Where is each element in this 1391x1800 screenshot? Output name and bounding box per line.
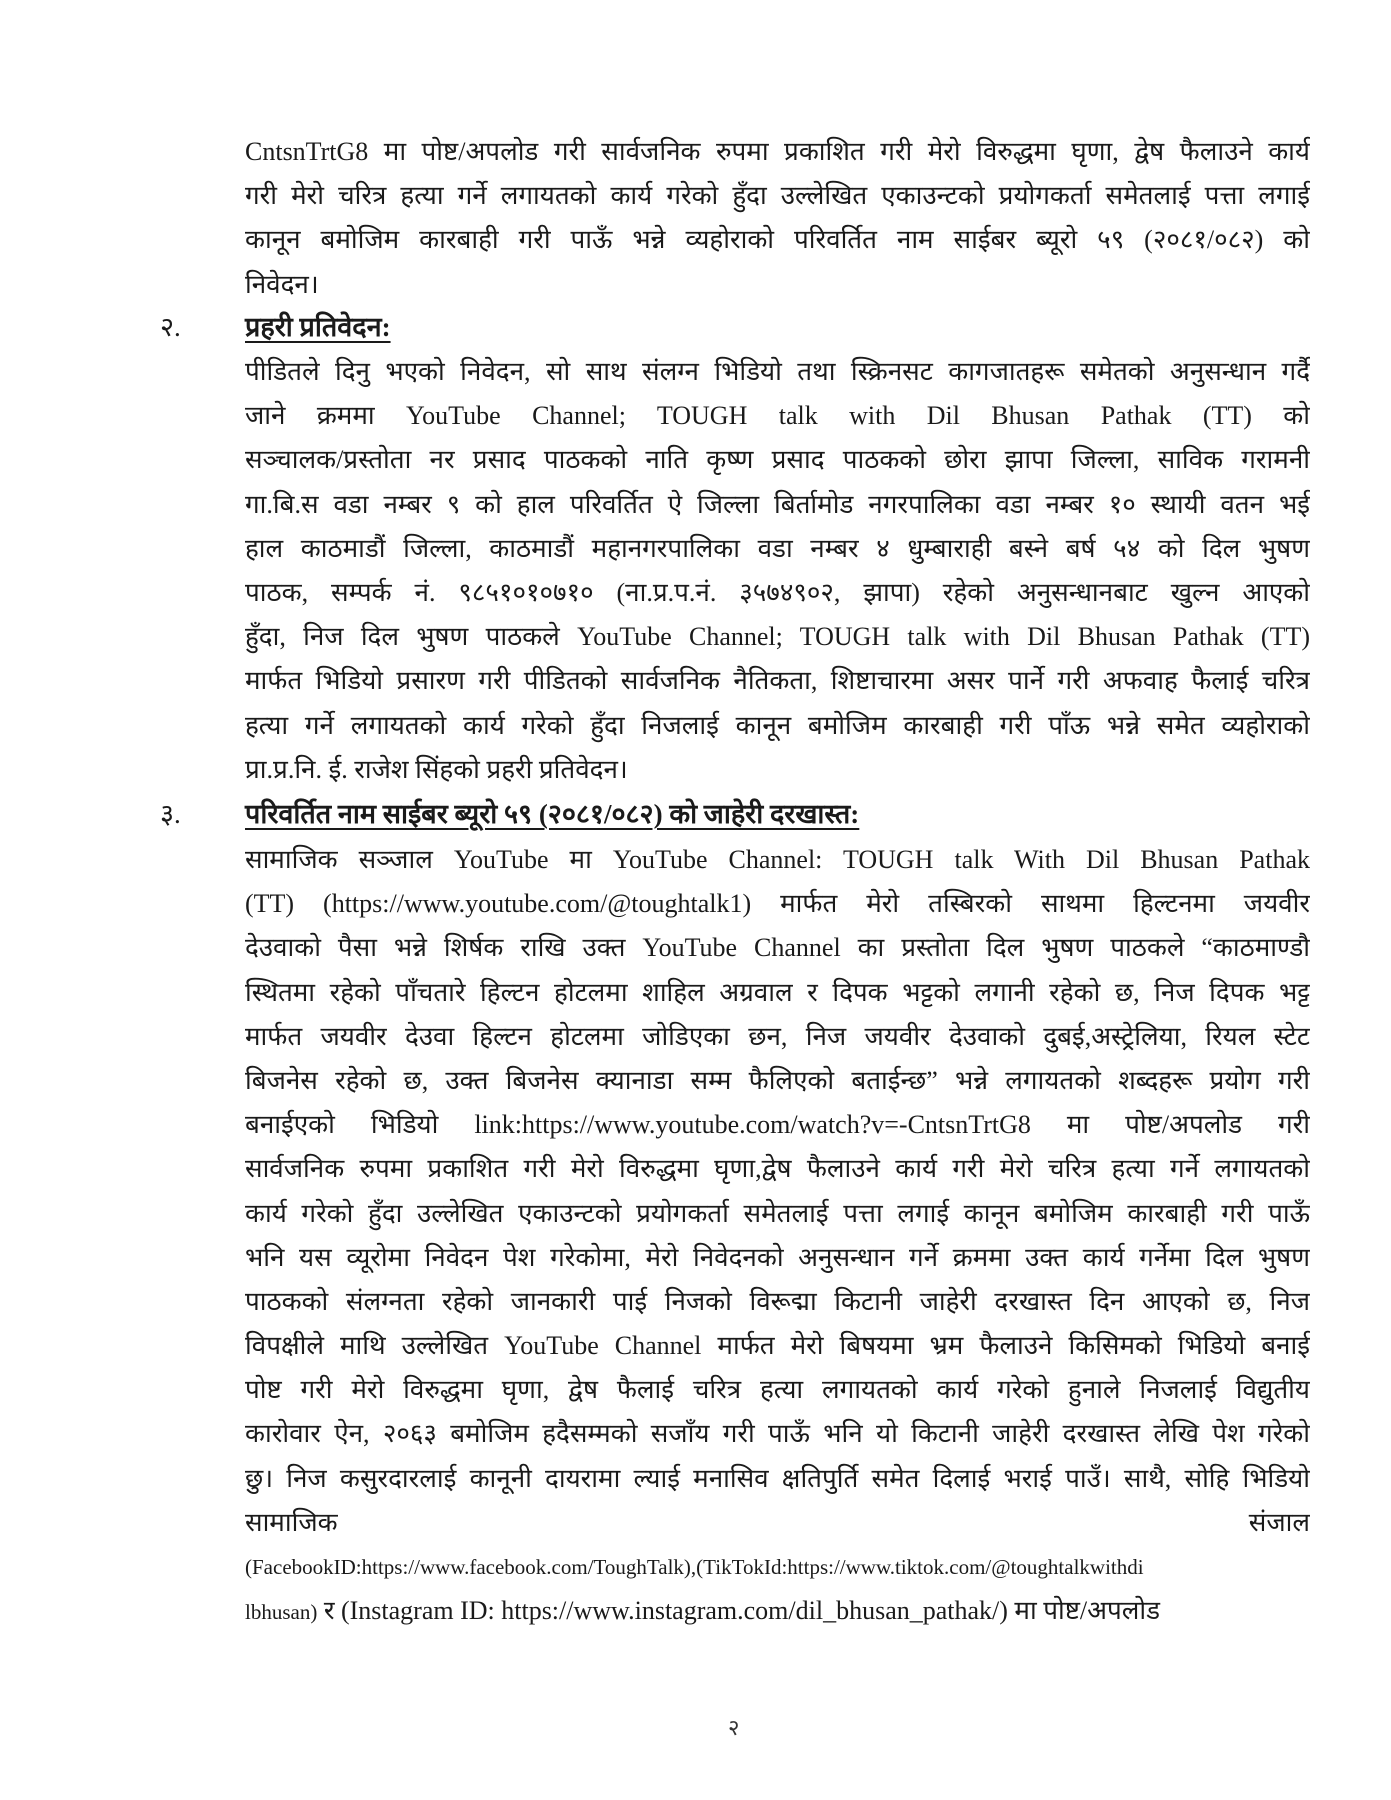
paragraph-line: पीडितले दिनु भएको निवेदन, सो साथ संलग्न भिडियो तथा स्क्रिनसट कागजातहरू समेतको अनुसन्धान गर्दै bbox=[245, 357, 1310, 386]
paragraph-line: पोष्ट गरी मेरो विरुद्धमा घृणा, द्वेष फैलाई चरित्र हत्या लगायतको कार्य गरेको हुनाले निजलाई विद्युतीय bbox=[245, 1375, 1310, 1405]
paragraph-line: स्थितमा रहेको पाँचतारे हिल्टन होटलमा शाहिल अग्रवाल र दिपक भट्टको लगानी रहेको छ, निज दिपक भट्ट bbox=[245, 977, 1310, 1007]
paragraph-line: सार्वजनिक रुपमा प्रकाशित गरी मेरो विरुद्धमा घृणा,द्वेष फैलाउने कार्य गरी मेरो चरित्र हत्या गर्ने लगायतको bbox=[245, 1154, 1310, 1184]
paragraph-line: विपक्षीले माथि उल्लेखित YouTube Channel मार्फत मेरो बिषयमा भ्रम फैलाउने किसिमको भिडियो बनाई bbox=[245, 1331, 1310, 1361]
paragraph-line: प्रा.प्र.नि. ई. राजेश सिंहको प्रहरी प्रतिवेदन। bbox=[245, 754, 628, 784]
section-3-number: ३. bbox=[160, 799, 181, 829]
paragraph-line: देउवाको पैसा भन्ने शिर्षक राखि उक्त YouTube Channel का प्रस्तोता दिल भुषण पाठकले “काठमाण्डौ bbox=[245, 933, 1310, 963]
section-2-heading: प्रहरी प्रतिवेदन: bbox=[245, 312, 391, 342]
link-fragment: lbhusan) bbox=[245, 1600, 318, 1625]
paragraph-line: कारोवार ऐन, २०६३ बमोजिम हदैसम्मको सजाँय गरी पाऊँ भनि यो किटानी जाहेरी दरखास्त लेखि पेश गरेको bbox=[245, 1419, 1310, 1449]
paragraph-line: सञ्चालक/प्रस्तोता नर प्रसाद पाठकको नाति कृष्ण प्रसाद पाठकको छोरा झापा जिल्ला, साविक गरामनी bbox=[245, 445, 1310, 475]
section-2-paragraph bbox=[245, 350, 1310, 792]
paragraph-line: (TT) (https://www.youtube.com/@toughtalk1) मार्फत मेरो तस्बिरको साथमा हिल्टनमा जयवीर bbox=[245, 889, 1310, 919]
split-right-word: संजाल bbox=[1248, 1507, 1310, 1537]
paragraph-line: हुँदा, निज दिल भुषण पाठकले YouTube Channel; TOUGH talk with Dil Bhusan Pathak (TT) bbox=[245, 622, 1310, 652]
paragraph-line: बिजनेस रहेको छ, उक्त बिजनेस क्यानाडा सम्म फैलिएको बताईन्छ” भन्ने लगायतको शब्दहरू प्रयोग गरी bbox=[245, 1065, 1310, 1095]
section-2-number: २. bbox=[160, 312, 181, 342]
paragraph-line: मार्फत जयवीर देउवा हिल्टन होटलमा जोडिएका छन, निज जयवीर देउवाको दुबई,अस्ट्रेलिया, रियल स्टेट bbox=[245, 1021, 1310, 1051]
paragraph-line: निवेदन। bbox=[245, 269, 319, 299]
paragraph-line: कानून बमोजिम कारबाही गरी पाऊँ भन्ने व्यहोराको परिवर्तित नाम साईबर ब्यूरो ५९ (२०८१/०८२) को bbox=[245, 225, 1310, 255]
paragraph-line: गा.बि.स वडा नम्बर ९ को हाल परिवर्तित ऐ जिल्ला बिर्तामोड नगरपालिका वडा नम्बर १० स्थायी वतन भई bbox=[245, 489, 1310, 519]
paragraph-line: भनि यस व्यूरोमा निवेदन पेश गरेकोमा, मेरो निवेदनको अनुसन्धान गर्ने क्रममा उक्त कार्य गर्नेमा दिल भुषण bbox=[245, 1242, 1310, 1272]
section-3-paragraph bbox=[245, 838, 1310, 1633]
paragraph-line: CntsnTrtG8 मा पोष्ट/अपलोड गरी सार्वजनिक रुपमा प्रकाशित गरी मेरो विरुद्धमा घृणा, द्वेष फैलाउने कार्य bbox=[245, 137, 1310, 166]
page-number: २ bbox=[728, 1715, 740, 1740]
paragraph-line: छु। निज कसुरदारलाई कानूनी दायरामा ल्याई मनासिव क्षतिपुर्ति समेत दिलाई भराई पाउँ। साथै, सोहि भिडियो bbox=[245, 1463, 1310, 1493]
paragraph-line: हत्या गर्ने लगायतको कार्य गरेको हुँदा निजलाई कानून बमोजिम कारबाही गरी पाँऊ भन्ने समेत व्यहोराको bbox=[245, 710, 1310, 740]
section-3-heading: परिवर्तित नाम साईबर ब्यूरो ५९ (२०८१/०८२) को जाहेरी दरखास्त: bbox=[245, 799, 860, 829]
paragraph-line-links: (FacebookID:https://www.facebook.com/ToughTalk),(TikTokId:https://www.tiktok.com/@toughtalkwithdi bbox=[245, 1555, 1144, 1579]
paragraph-line: मार्फत भिडियो प्रसारण गरी पीडितको सार्वजनिक नैतिकता, शिष्टाचारमा असर पार्ने गरी अफवाह फैलाई चरित्र bbox=[245, 666, 1310, 696]
split-left-word: सामाजिक bbox=[245, 1507, 338, 1537]
paragraph-line: जाने क्रममा YouTube Channel; TOUGH talk with Dil Bhusan Pathak (TT) को bbox=[245, 401, 1310, 431]
paragraph-line: बनाईएको भिडियो link:https://www.youtube.com/watch?v=-CntsnTrtG8 मा पोष्ट/अपलोड गरी bbox=[245, 1110, 1310, 1140]
paragraph-line: पाठकको संलग्नता रहेको जानकारी पाई निजको विरूद्मा किटानी जाहेरी दरखास्त दिन आएको छ, निज bbox=[245, 1286, 1310, 1316]
link-continuation: र (Instagram ID: https://www.instagram.com/dil_bhusan_pathak/) मा पोष्ट/अपलोड bbox=[317, 1596, 1161, 1626]
paragraph-line: सामाजिक सञ्जाल YouTube मा YouTube Channel: TOUGH talk With Dil Bhusan Pathak bbox=[245, 845, 1310, 874]
paragraph-line bbox=[245, 1589, 1310, 1633]
paragraph-line-split bbox=[245, 1501, 1310, 1545]
paragraph-line: हाल काठमाडौं जिल्ला, काठमाडौं महानगरपालिका वडा नम्बर ४ धुम्बाराही बस्ने बर्ष ५४ को दिल भुषण bbox=[245, 533, 1310, 563]
paragraph-line: कार्य गरेको हुँदा उल्लेखित एकाउन्टको प्रयोगकर्ता समेतलाई पत्ता लगाई कानून बमोजिम कारबाही गरी पाऊँ bbox=[245, 1198, 1310, 1228]
intro-paragraph bbox=[245, 130, 1310, 307]
paragraph-line: गरी मेरो चरित्र हत्या गर्ने लगायतको कार्य गरेको हुँदा उल्लेखित एकाउन्टको प्रयोगकर्ता समेतलाई पत्ता लगाई bbox=[245, 181, 1310, 211]
paragraph-line: पाठक, सम्पर्क नं. ९८५१०१०७१० (ना.प्र.प.नं. ३५७४९०२, झापा) रहेको अनुसन्धानबाट खुल्न आएको bbox=[245, 577, 1310, 607]
